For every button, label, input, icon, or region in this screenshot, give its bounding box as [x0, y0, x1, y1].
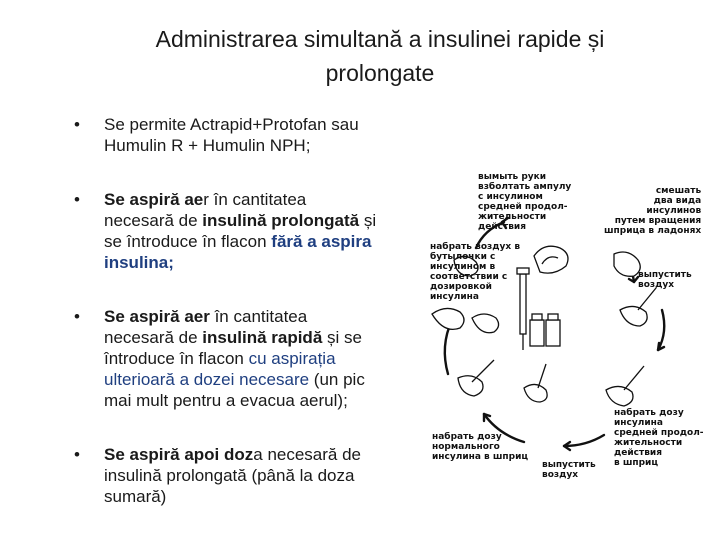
bullet-3-blue-text: cu aspirația	[248, 349, 336, 368]
bullet-3-bold-lead: Se aspiră aer	[104, 307, 210, 326]
hand-bottom-right	[606, 386, 633, 406]
center-syringe	[520, 274, 526, 334]
insulin-vial	[546, 320, 560, 346]
label-draw-intermediate-dose: набрать дозу инсулина средней продол- жительности действия в шприц	[614, 408, 704, 468]
bullet-3-text: și se	[322, 328, 362, 347]
bullet-2-text: și	[359, 211, 377, 230]
bullet-2-blue-bold: insulina;	[104, 253, 174, 272]
bullet-item-4	[74, 444, 419, 507]
slide-title	[120, 22, 640, 90]
slide-title-line-1: Administrarea simultană a insulinei rapide și	[155, 26, 605, 52]
label-draw-air: набрать воздух в бутылочки с инсулином в соответствии с дозировкой инсулина	[430, 242, 521, 302]
bullet-3-bold-insulin: insulină rapidă	[202, 328, 323, 347]
insulin-mixing-diagram	[424, 160, 704, 500]
hands-rolling-syringe	[614, 252, 640, 276]
slide-title-line-2: prolongate	[325, 60, 435, 86]
label-mix-insulins: смешать два вида инсулинов путем вращения шприца в ладонях	[604, 186, 702, 236]
bullet-4-text: a necesară de	[253, 445, 362, 464]
bullet-2-text: r în cantitatea	[203, 190, 307, 209]
bullet-2-text: necesară de	[104, 211, 203, 230]
hand-center-left	[472, 314, 499, 333]
bullet-1-line-1: Se permite Actrapid+Protofan sau	[104, 115, 359, 134]
insulin-vial	[530, 320, 544, 346]
bullet-item-3	[74, 306, 419, 411]
label-release-air-bottom: выпустить воздух	[542, 460, 596, 480]
bullet-3-text: necesară de	[104, 328, 203, 347]
hand-bottom-left	[458, 376, 483, 396]
bullet-3-text: întroduce în flacon	[104, 349, 249, 368]
bullet-1-line-2: Humulin R + Humulin NPH;	[104, 136, 311, 155]
bullet-3-text: (un pic	[309, 370, 365, 389]
hand-right-middle	[620, 306, 647, 326]
bullet-2-bold-insulin: insulină prolongată	[202, 211, 360, 230]
bullet-item-2	[74, 189, 419, 273]
label-draw-regular-dose: набрать дозу нормального инсулина в шприц	[432, 432, 529, 462]
label-release-air-right: выпустить воздух	[638, 270, 692, 290]
bullet-4-text: sumară)	[104, 487, 167, 506]
bullet-2-bold-lead: Se aspiră ae	[104, 190, 204, 209]
bullet-2-blue-bold: fără a aspira	[271, 232, 372, 251]
bullet-2-text: se întroduce în flacon	[104, 232, 272, 251]
bullet-4-text: insulină prolongată (până la doza	[104, 466, 355, 485]
hand-left-middle	[432, 308, 464, 329]
bullet-3-text: mai mult pentru a evacua aerul);	[104, 391, 348, 410]
label-wash-hands: вымыть руки взболтать ампулу с инсулином средней продол- жительности действия	[478, 172, 572, 232]
cycle-arrow	[564, 435, 604, 446]
bullet-4-bold-lead: Se aspiră apoi doz	[104, 445, 254, 464]
hand-bottom-center	[524, 384, 547, 402]
bullet-3-blue-text: ulterioară a dozei necesare	[104, 370, 310, 389]
bullet-3-text: în cantitatea	[209, 307, 308, 326]
bullet-list	[74, 114, 419, 507]
bullet-item-1	[74, 114, 419, 156]
